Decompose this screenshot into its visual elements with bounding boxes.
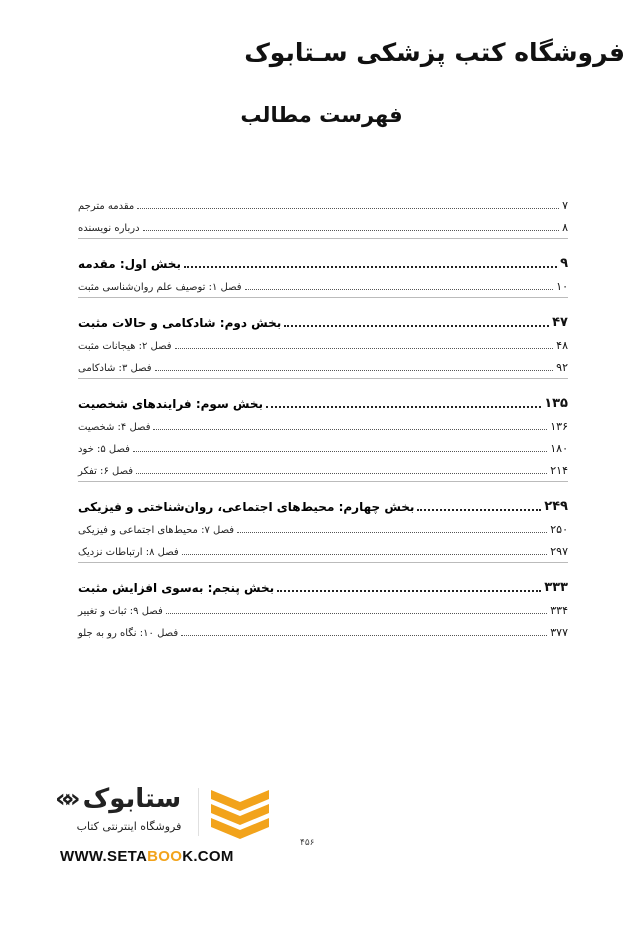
toc-page-number: ۹۲: [556, 361, 568, 374]
toc-entry-row: [78, 433, 568, 455]
toc-page-number: ۱۳۶: [550, 420, 568, 433]
dot-leader: [245, 289, 554, 290]
dot-leader: [181, 635, 547, 636]
dot-leader: [182, 554, 548, 555]
logo-brand-name: ستابوک: [82, 784, 182, 814]
toc-label: بخش پنجم: به‌سوی افزایش مثبت: [78, 581, 275, 595]
toc-label: فصل ۸: ارتباطات نزدیک: [78, 547, 179, 558]
toc-part-row: [78, 569, 568, 595]
toc-label: فصل ۴: شخصیت: [78, 422, 151, 433]
toc-label: فصل ۳: شادکامی: [78, 363, 152, 374]
toc-part-row: [78, 245, 568, 271]
toc-label: فصل ۱۰: نگاه رو به جلو: [78, 628, 179, 639]
toc-label: درباره نویسنده: [78, 223, 140, 234]
toc-entry-row: [78, 411, 568, 433]
toc-heading: فهرست مطالب: [240, 103, 403, 127]
toc-part-row: [78, 488, 568, 514]
dot-leader: [175, 348, 554, 349]
toc-part-row: [78, 304, 568, 330]
toc-label: مقدمه مترجم: [78, 201, 135, 212]
toc-label: فصل ۱: توصیف علم روان‌شناسی مثبت: [78, 282, 242, 293]
toc-page-number: ۴۷: [552, 315, 568, 330]
toc-page-number: ۹: [560, 256, 568, 271]
logo-wordmark: [55, 782, 195, 816]
logo-arrows: «»: [55, 784, 73, 814]
toc-label: فصل ۲: هیجانات مثبت: [78, 341, 172, 352]
toc-page-number: ۷: [562, 199, 568, 212]
dot-leader: [284, 325, 549, 327]
dot-leader: [266, 406, 541, 408]
dot-leader: [184, 266, 557, 268]
website-url: [60, 848, 234, 865]
toc-entry-row: [78, 514, 568, 536]
toc-separator: [78, 378, 568, 379]
toc-page-number: ۴۸: [556, 339, 568, 352]
toc-page-number: ۱۳۵: [544, 396, 568, 411]
toc-entry-row: [78, 271, 568, 293]
dot-leader: [237, 532, 547, 533]
toc-separator: [78, 562, 568, 563]
toc-label: بخش چهارم: محیط‌های اجتماعی، روان‌شناختی و فیزیکی: [78, 500, 415, 514]
toc-page-number: ۲۱۴: [550, 464, 568, 477]
toc-entry-row: [78, 190, 568, 212]
toc-label: فصل ۶: تفکر: [78, 466, 134, 477]
toc-separator: [78, 238, 568, 239]
dot-leader: [155, 370, 554, 371]
dot-leader: [143, 230, 560, 231]
toc-entry-row: [78, 455, 568, 477]
toc-label: فصل ۹: ثبات و تغییر: [78, 606, 163, 617]
dot-leader: [417, 509, 541, 511]
toc-entry-row: [78, 595, 568, 617]
toc-page-number: ۸: [562, 221, 568, 234]
toc-entry-row: [78, 330, 568, 352]
toc-page-number: ۱۰: [556, 280, 568, 293]
logo-tagline: فروشگاه اینترنتی کتاب: [76, 820, 182, 833]
book-chevron-logo-icon: [205, 784, 275, 840]
website-url-accent: BOO: [147, 848, 183, 865]
toc-page-number: ۳۷۷: [550, 626, 568, 639]
dot-leader: [166, 613, 548, 614]
toc-label: فصل ۷: محیط‌های اجتماعی و فیزیکی: [78, 525, 235, 536]
toc-entry-row: [78, 212, 568, 234]
store-title: فروشگاه کتب پزشکی سـتابوک: [244, 38, 625, 67]
dot-leader: [133, 451, 547, 452]
toc-page-number: ۳۳۴: [550, 604, 568, 617]
toc-entry-row: [78, 352, 568, 374]
toc-page-number: ۳۳۳: [544, 580, 568, 595]
toc-page-number: ۲۹۷: [550, 545, 568, 558]
dot-leader: [153, 429, 547, 430]
toc-page-number: ۲۴۹: [544, 499, 568, 514]
toc-separator: [78, 481, 568, 482]
toc-label: بخش سوم: فرایندهای شخصیت: [78, 397, 264, 411]
toc-entry-row: [78, 617, 568, 639]
toc-part-row: [78, 385, 568, 411]
website-url-prefix: WWW.SETA: [60, 848, 148, 865]
dot-leader: [277, 590, 541, 592]
dot-leader: [136, 473, 547, 474]
website-url-suffix: K.COM: [182, 848, 234, 865]
dot-leader: [137, 208, 559, 209]
toc-entry-row: [78, 536, 568, 558]
setabook-logo: [55, 780, 280, 875]
logo-divider: [198, 788, 199, 836]
table-of-contents: [78, 190, 568, 639]
toc-page-number: ۱۸۰: [550, 442, 568, 455]
page-number: ۴۵۶: [300, 838, 315, 848]
toc-label: فصل ۵: خود: [78, 444, 130, 455]
toc-page-number: ۲۵۰: [550, 523, 568, 536]
toc-label: بخش دوم: شادکامی و حالات مثبت: [78, 316, 282, 330]
toc-label: بخش اول: مقدمه: [78, 257, 181, 271]
toc-separator: [78, 297, 568, 298]
